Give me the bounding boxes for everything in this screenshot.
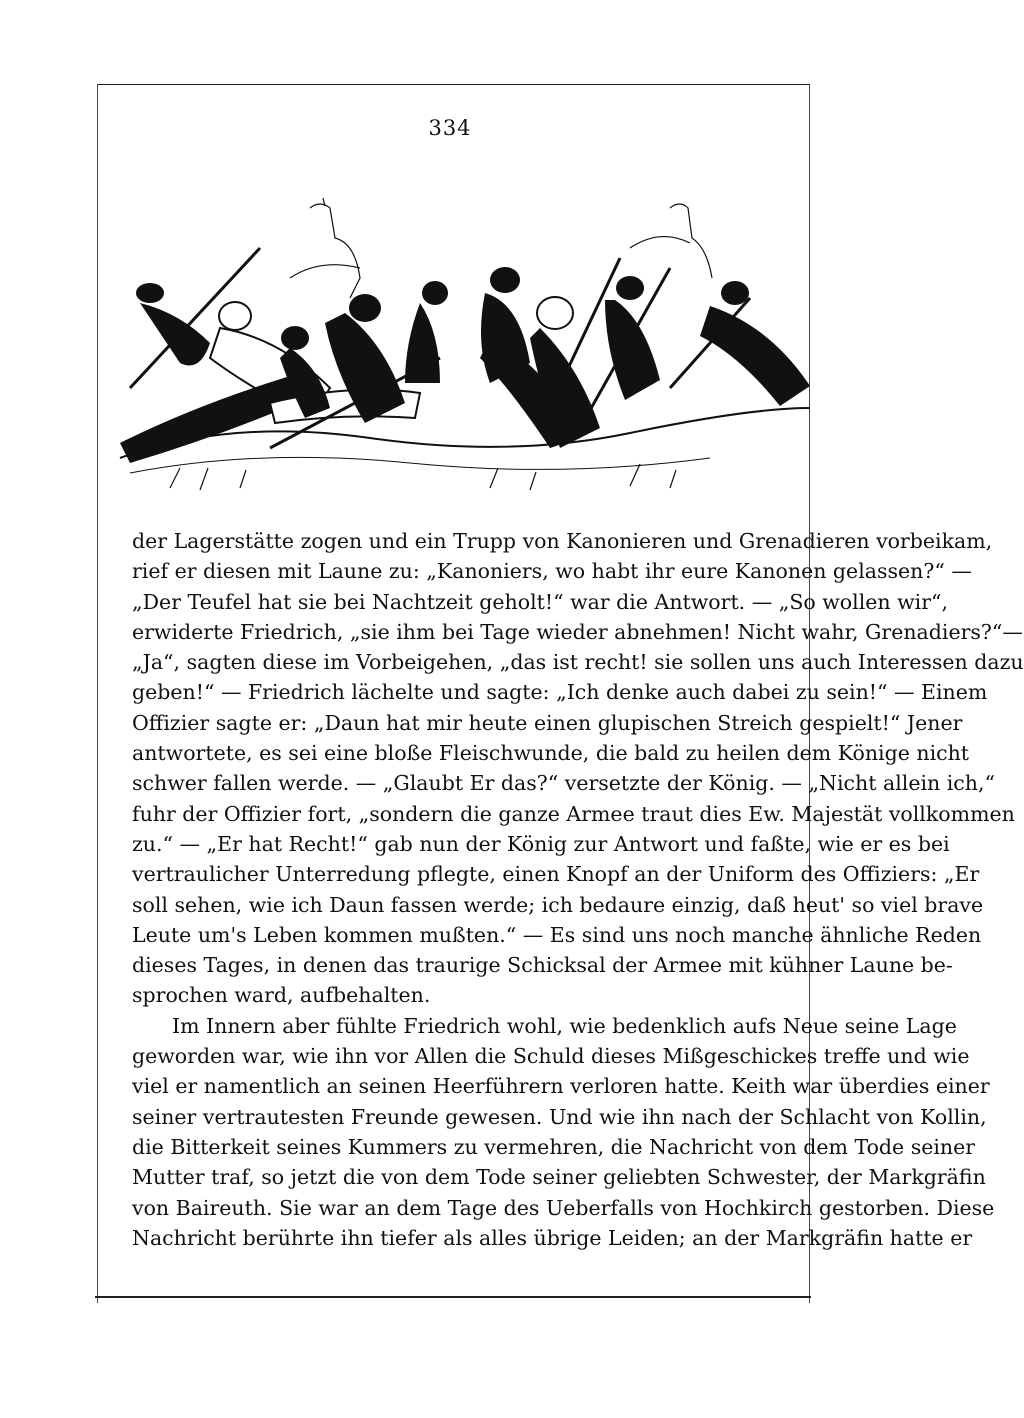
text-line: der Lagerstätte zogen und ein Trupp von Kanonieren und Grenadieren vorbeikam, xyxy=(132,529,993,553)
text-line: sprochen ward, aufbehalten. xyxy=(132,983,431,1008)
text-line: antwortete, es sei eine bloße Fleischwunde, die bald zu heilen dem Könige nicht xyxy=(132,741,970,766)
text-line: seiner vertrautesten Freunde gewesen. Und wie ihn nach der Schlacht von Kollin, xyxy=(132,1104,987,1129)
text-line: Mutter traf, so jetzt die von dem Tode seiner geliebten Schwester, der Markgräfin xyxy=(132,1165,986,1190)
text-line: von Baireuth. Sie war an dem Tage des Ueberfalls von Hochkirch gestorben. Diese xyxy=(132,1195,995,1220)
text-line: Nachricht berührte ihn tiefer als alles übrige Leiden; an der Markgräfin hatte er xyxy=(132,1225,973,1250)
text-line: dieses Tages, in denen das traurige Schicksal der Armee mit kühner Laune be- xyxy=(132,953,953,978)
bottom-rule xyxy=(95,1296,811,1298)
text-line: rief er diesen mit Laune zu: „Kanoniers, wo habt ihr eure Kanonen gelassen?“ — xyxy=(132,559,972,584)
text-line: Leute um's Leben kommen mußten.“ — Es sind uns noch manche ähnliche Reden xyxy=(132,922,982,947)
text-line: vertraulicher Unterredung pflegte, einen Knopf an der Uniform des Offiziers: „Er xyxy=(132,862,980,887)
text-line: zu.“ — „Er hat Recht!“ gab nun der König zur Antwort und faßte, wie er es bei xyxy=(132,831,950,856)
text-line: fuhr der Offizier fort, „sondern die ganze Armee traut dies Ew. Majestät vollkommen xyxy=(132,801,1015,826)
text-line: soll sehen, wie ich Daun fassen werde; ich bedaure einzig, daß heut' so viel brave xyxy=(132,892,984,917)
text-line: die Bitterkeit seines Kummers zu vermehren, die Nachricht von dem Tode seiner xyxy=(132,1134,976,1159)
page-number: 334 xyxy=(428,116,472,140)
body-text xyxy=(132,526,1024,1253)
text-line: geben!“ — Friedrich lächelte und sagte: „Ich denke auch dabei zu sein!“ — Einem xyxy=(132,680,988,705)
text-line: geworden war, wie ihn vor Allen die Schuld dieses Mißgeschickes treffe und wie xyxy=(132,1044,970,1069)
text-line: viel er namentlich an seinen Heerführern verloren hatte. Keith war überdies einer xyxy=(132,1074,990,1099)
text-line: Offizier sagte er: „Daun hat mir heute einen glupischen Streich gespielt!“ Jener xyxy=(132,710,963,735)
text-line: „Der Teufel hat sie bei Nachtzeit geholt!“ war die Antwort. — „So wollen wir“, xyxy=(132,589,949,614)
text-line: schwer fallen werde. — „Glaubt Er das?“ versetzte der König. — „Nicht allein ich,“ xyxy=(132,771,995,796)
text-line: erwiderte Friedrich, „sie ihm bei Tage wieder abnehmen! Nicht wahr, Grenadiers?“— xyxy=(132,619,1023,644)
soldiers-resting-engraving-icon xyxy=(110,188,820,498)
text-line: Im Innern aber fühlte Friedrich wohl, wie bedenklich aufs Neue seine Lage xyxy=(172,1013,957,1038)
text-line: „Ja“, sagten diese im Vorbeigehen, „das ist recht! sie sollen uns auch Interessen dazu xyxy=(132,650,1024,675)
